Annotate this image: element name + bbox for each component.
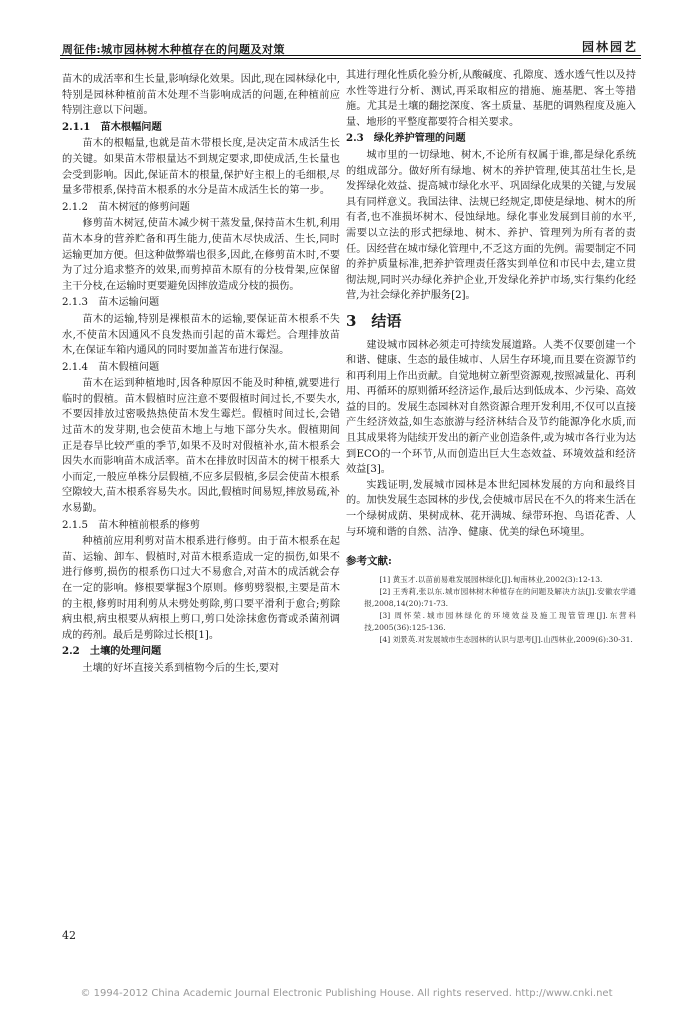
section-heading: 3 结语 [346, 311, 402, 330]
subsection-heading: 2.1.3 苗木运输问题 [62, 297, 160, 309]
paragraph: 种植前应用利剪对苗木根系进行修剪。由于苗木根系在起苗、运输、卸车、假植时,对苗木根系造成一定的损伤,如果不进行修剪,损伤的根系伤口过大不易愈合,对苗木的成活就会存在一定的影响。修根要掌握3个原则。修剪劈裂根,主要是苗木的主根,修剪时用利剪从未劈处剪除,剪口要平滑利于愈合;剪除病虫根,病虫根要从病根上剪口,剪口处涂抹愈伤膏或杀菌剂调成的药剂。最后是剪除过长根[1]。 [62, 536, 340, 641]
reference-item: [3] 周怀荣.城市园林绿化的环境效益及施工现管管理[J].东营科技,2005(36):125-136. [364, 610, 636, 632]
copyright-footer: © 1994-2012 China Academic Journal Electronic Publishing House. All rights reserved. http://www.cnki.net [80, 988, 613, 999]
page-number: 42 [62, 929, 76, 942]
header-rule [60, 55, 641, 56]
journal-section-name: 园林园艺 [581, 40, 638, 54]
paragraph: 修剪苗木树冠,使苗木减少树干蒸发量,保持苗木生机,利用苗木本身的营养贮备和再生能力,使苗木尽快成活、生长,同时运输更加方便。但这种做弊端也很多,因此,在修剪苗木时,不要为了过分追求整齐的效果,而剪掉苗木原有的分枝骨架,应保留主干分枝,在运输时更要避免因摔放造成分枝的损伤。 [62, 218, 340, 292]
left-column [62, 72, 340, 677]
paragraph: 苗木的成活率和生长量,影响绿化效果。因此,现在园林绿化中,特别是园林种植前苗木处理不当影响成活的问题,在种植前应特别注意以下问题。 [62, 74, 340, 117]
subsection-heading: 2.1.1 苗木根幅问题 [62, 120, 162, 133]
reference-item: [4] 刘景英.对发展城市生态园林的认识与思考[J].山西林业,2009(6):30-31. [379, 634, 633, 644]
paragraph: 建设城市园林必须走可持续发展道路。人类不仅要创建一个和谐、健康、生态的最佳城市、人居生存环境,而且要在资源节约和再利用上作出贡献。自觉地树立新型资源观,按照减量化、再利用、再循环的原则循环经济运作,最后达到低成本、少污染、高效益的目的。发展生态园林对自然资源合理开发利用,不仅可以直接产生经济效益,如生态旅游与经济林结合及节约能源净化水质,而且其成果将为陆续开发出的新产业创造条件,或为城市各行业为达到ECO的一个环节,从而创造出巨大生态效益、环境效益和经济效益[3]。 [346, 339, 636, 476]
paragraph: 苗木的运输,特别是裸根苗木的运输,要保证苗木根系不失水,不使苗木因通风不良发热而引起的苗木霉烂。合理排放苗木,在保证车箱内通风的同时要加盖苫布进行保湿。 [62, 313, 340, 357]
right-column [346, 68, 636, 646]
paragraph: 苗木的根幅量,也就是苗木带根长度,是决定苗木成活生长的关键。如果苗木带根量达不到规定要求,即使成活,生长量也会受到影响。因此,保证苗木的根量,保护好主根上的毛细根,尽量多带根系,保持苗木根系的水分是苗木成活生长的第一步。 [62, 138, 340, 197]
paragraph: 苗木在运到种植地时,因各种原因不能及时种植,就要进行临时的假植。苗木假植时应注意不要假植时间过长,不要失水,不要因排放过密吸热热使苗木发生霉烂。假植时间过长,会错过苗木的发芽期,也会使苗木地上与地下部分失水。假植期间正是春旱比较严重的季节,如果不及时对假植补水,苗木根系会因失水而影响苗木成活率。苗木在排放时因苗木的树干根系大小而定,一般应单株分层假植,不应多层假植,多层会使苗木根系空隙较大,苗木根系容易失水。因此,假植时间易短,摔放易疏,补水易勤。 [62, 378, 340, 515]
paragraph: 其进行理化性质化验分析,从酸碱度、孔隙度、透水透气性以及持水性等进行分析、测试,再采取相应的措施、施基肥、客土等措施。尤其是土壤的翻挖深度、客土质量、基肥的调熟程度及施入量、地形的平整度都要符合相关要求。 [346, 70, 636, 128]
paragraph: 实践证明,发展城市园林是本世纪园林发展的方向和最终目的。加快发展生态园林的步伐,会使城市居民在不久的将来生活在一个绿树成荫、果树成林、花开满城、绿带环抱、鸟语花香、人与环境和谐的自然、洁净、健康、优美的绿色环境里。 [346, 479, 636, 538]
paragraph: 城市里的一切绿地、树木,不论所有权属于谁,都是绿化系统的组成部分。做好所有绿地、树木的养护管理,使其茁壮生长,是发挥绿化效益、提高城市绿化水平、巩固绿化成果的关键,与发展具有同样意义。我国法律、法规已经规定,即使是绿地、树木的所有者,也不准损坏树木、侵蚀绿地。绿化事业发展到目前的水平,需要以立法的形式把绿地、树木、养护、管理列为所有者的责任。因经营在城市绿化管理中,不乏这方面的先例。需要制定不同的养护质量标准,把养护管理责任落实到单位和市民中去,建立贯彻法规,同时兴办绿化养护企业,开发绿化养护市场,实行集约化经营,为社会绿化养护服务[2]。 [346, 149, 636, 302]
paragraph: 土壤的好坏直接关系到植物今后的生长,要对 [82, 662, 280, 674]
subsection-heading: 2.3 绿化养护管理的问题 [346, 132, 466, 145]
running-header-title: 周征伟:城市园林树木种植存在的问题及对策 [62, 43, 286, 56]
subsection-heading: 2.2 土壤的处理问题 [62, 645, 162, 658]
subsection-heading: 2.1.4 苗木假植问题 [62, 361, 160, 373]
reference-item: [1] 黄玉才.以苗前易难发展园林绿化[J].甸南林业,2002(3):12-13. [379, 574, 603, 584]
subsection-heading: 2.1.5 苗木种植前根系的修剪 [62, 519, 200, 531]
references-heading: 参考文献: [346, 555, 392, 568]
reference-item: [2] 王秀莉,张以东.城市园林树木种植存在的问题及解决方法[J].安徽农学通报,2008,14(20):71-73. [364, 586, 636, 608]
header-rule-thin [60, 58, 641, 59]
subsection-heading: 2.1.2 苗木树冠的修剪问题 [62, 201, 190, 213]
